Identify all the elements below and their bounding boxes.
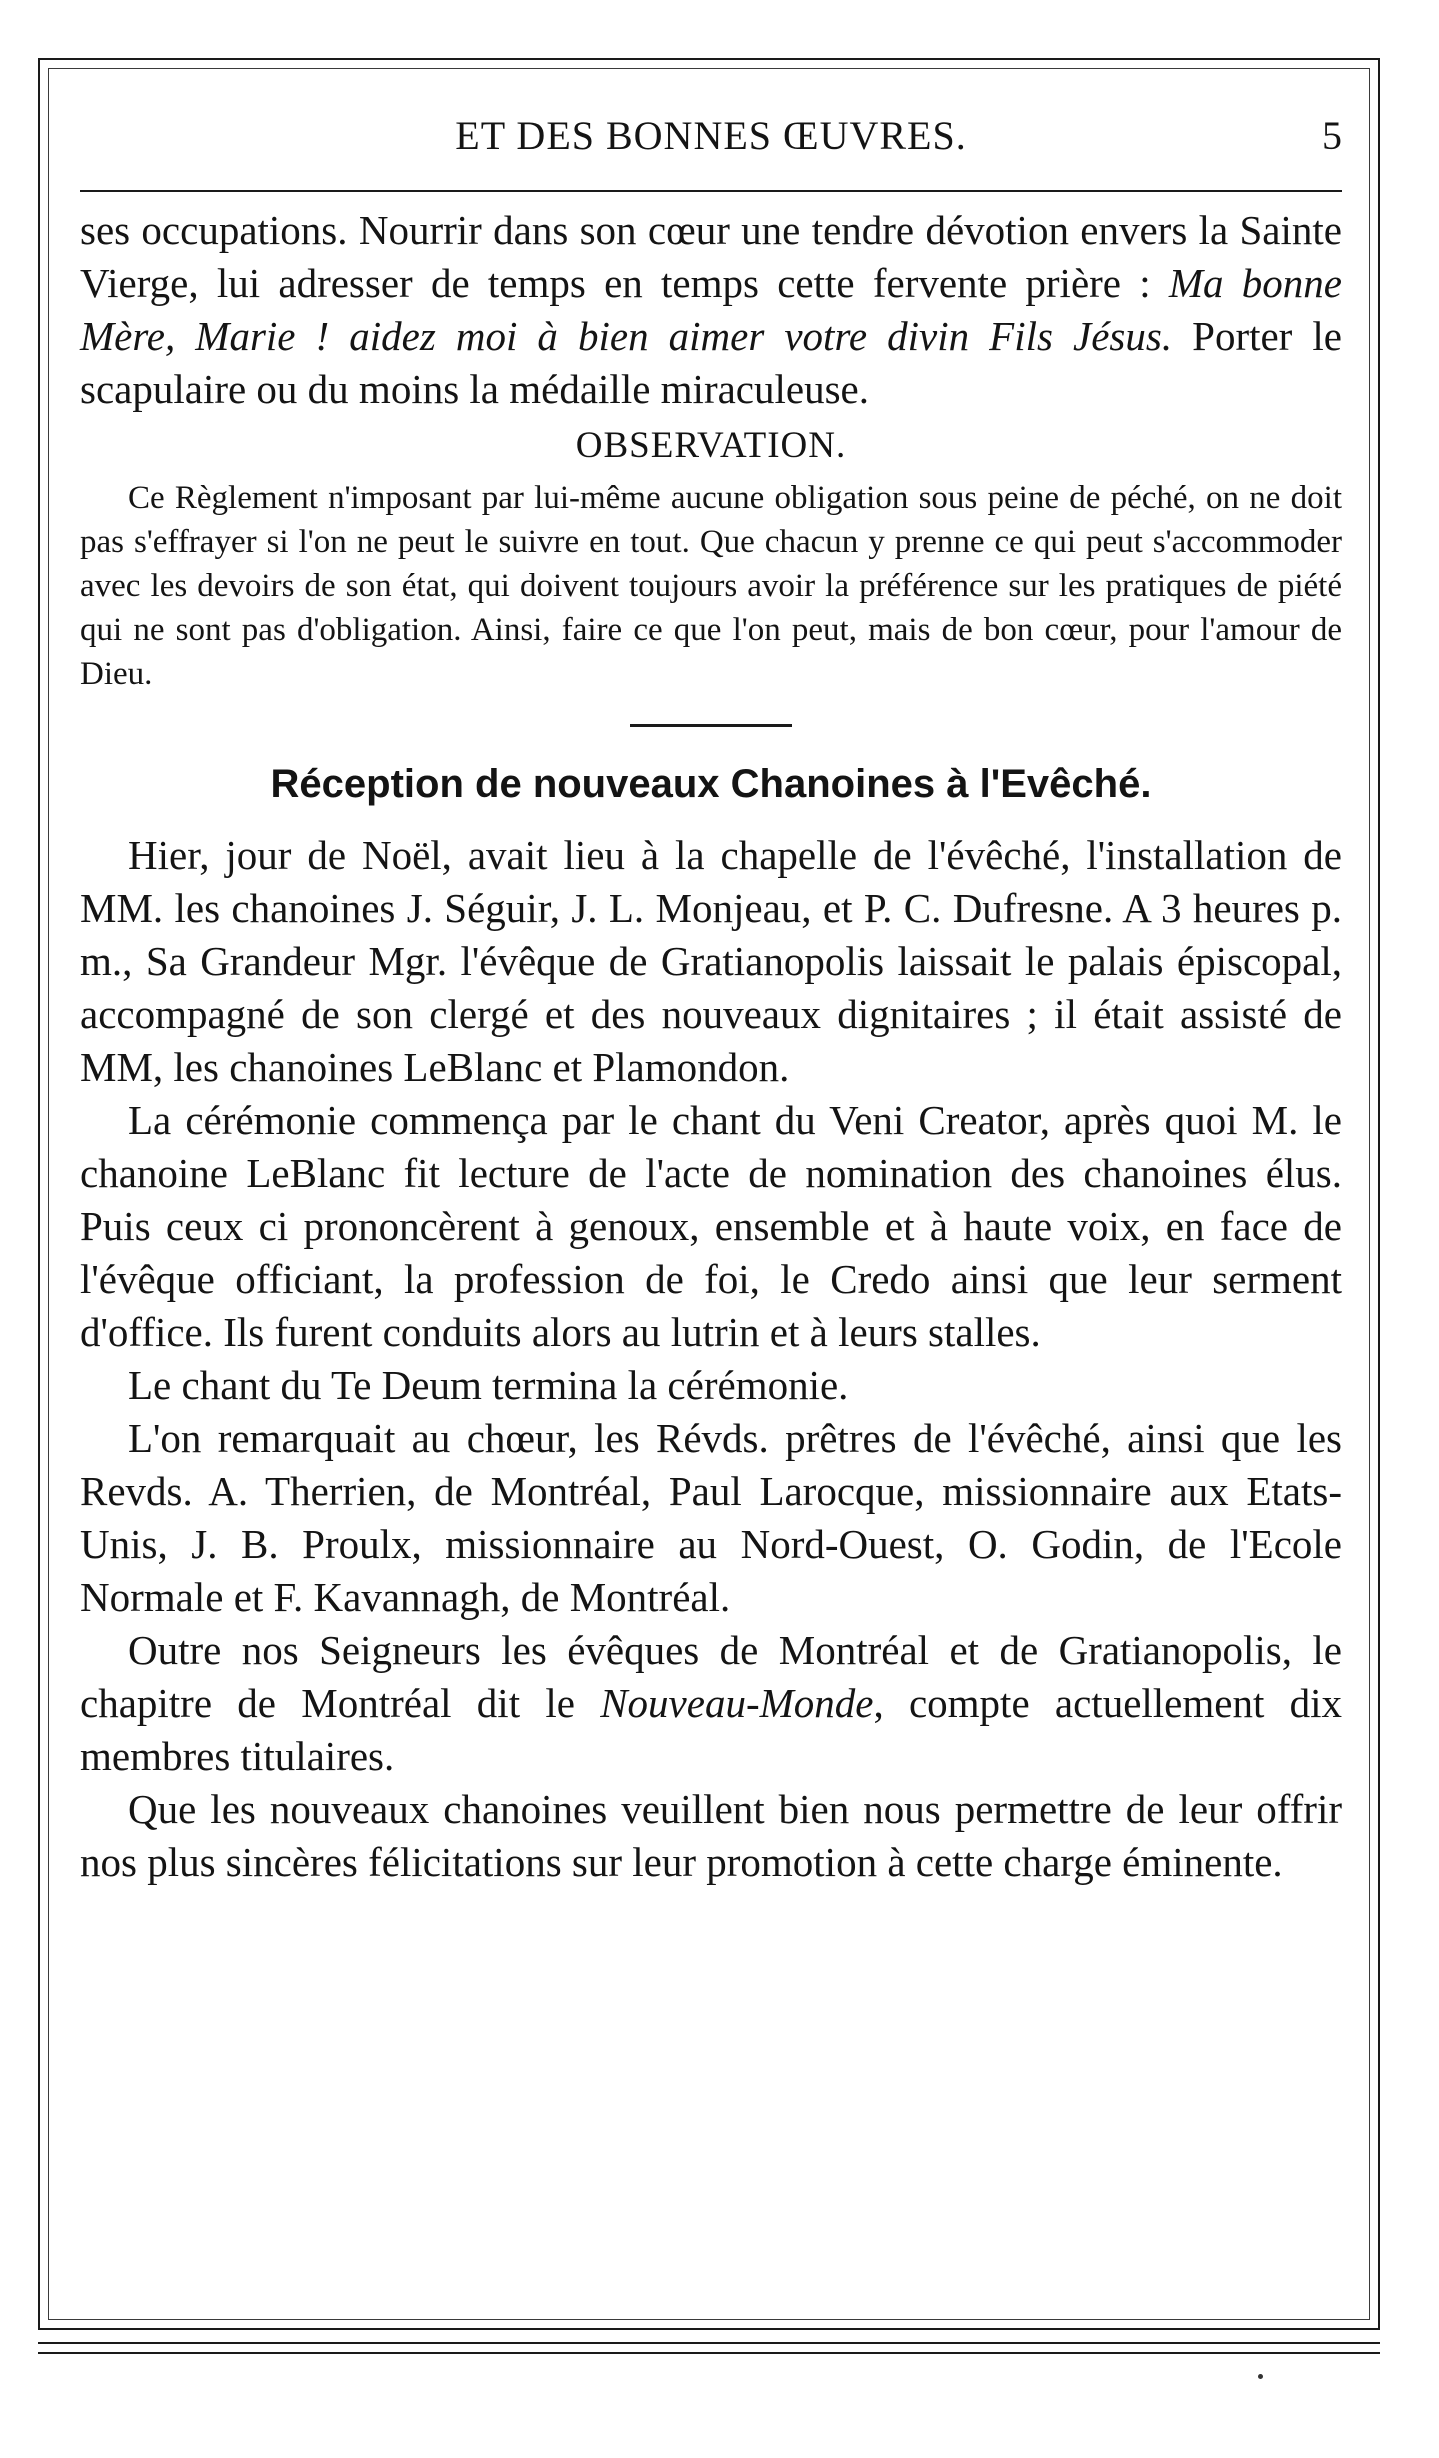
- paragraph-5-text: Outre nos Seigneurs les évêques de Montréal et de Gratianopolis, le chapitre de Montréal dit le: [80, 1627, 1342, 1726]
- running-title: ET DES BONNES ŒUVRES.: [455, 113, 967, 158]
- article-paragraph-1: Hier, jour de Noël, avait lieu à la chapelle de l'évêché, l'installation de MM. les chanoines J. Séguir, J. L. Monjeau, et P. C. Dufresne. A 3 heures p. m., Sa Grandeur Mgr. l'évêque de Gratianopolis laissait le palais épiscopal, accompagné de son clergé et des nouveaux dignitaires ; il était assisté de MM, les chanoines LeBlanc et Plamondon.: [80, 832, 1342, 1090]
- article-paragraph-4: L'on remarquait au chœur, les Révds. prêtres de l'évêché, ainsi que les Revds. A. Therrien, de Montréal, Paul Larocque, missionnaire aux Etats-Unis, J. B. Proulx, missionnaire au Nord-Ouest, O. Godin, de l'Ecole Normale et F. Kavannagh, de Montréal.: [80, 1415, 1342, 1620]
- paragraph-text: ses occupations. Nourrir dans son cœur une tendre dévotion envers la Sainte Vierge, lui adresser de temps en temps cette fervente prière :: [80, 207, 1342, 306]
- paragraph-5-text-end: , compte actuellement dix membres titulaires.: [80, 1680, 1343, 1779]
- page-number: 5: [1322, 113, 1342, 158]
- page-body: [80, 204, 1342, 1889]
- article-paragraph-6: Que les nouveaux chanoines veuillent bien nous permettre de leur offrir nos plus sincères félicitations sur leur promotion à cette charge éminente.: [80, 1786, 1342, 1885]
- header-rule: [80, 190, 1342, 192]
- observation-text: Ce Règlement n'imposant par lui-même aucune obligation sous peine de péché, on ne doit pas s'effrayer si l'on ne peut le suivre en tout. Que chacun y prenne ce qui peut s'accommoder avec les devoirs de son état, qui doivent toujours avoir la préférence sur les pratiques de piété qui ne sont pas d'obligation. Ainsi, faire ce que l'on peut, mais de bon cœur, pour l'amour de Dieu.: [80, 480, 1342, 692]
- bottom-rule-2: [38, 2352, 1380, 2354]
- bottom-rule-1: [38, 2342, 1380, 2344]
- article-paragraph-2: La cérémonie commença par le chant du Veni Creator, après quoi M. le chanoine LeBlanc fit lecture de l'acte de nomination des chanoines élus. Puis ceux ci prononcèrent à genoux, ensemble et à haute voix, en face de l'évêque officiant, la profession de foi, le Credo ainsi que leur serment d'office. Ils furent conduits alors au lutrin et à leurs stalles.: [80, 1097, 1342, 1355]
- page-header: [80, 108, 1342, 164]
- continued-paragraph: [80, 204, 1342, 416]
- article-paragraph-3: Le chant du Te Deum termina la cérémonie.: [128, 1362, 849, 1408]
- prayer-italic: Ma bonne Mère, Marie ! aidez moi à bien aimer votre divin Fils Jésus.: [80, 260, 1342, 359]
- section-divider: [630, 724, 792, 727]
- article-heading: Réception de nouveaux Chanoines à l'Evêché.: [270, 762, 1152, 806]
- ink-speck: [1258, 2374, 1263, 2379]
- article-paragraph-5: [80, 1624, 1342, 1783]
- newspaper-title-italic: Nouveau-Monde: [600, 1680, 874, 1726]
- paragraph-text-end: Porter le scapulaire ou du moins la médaille miraculeuse.: [80, 313, 1342, 412]
- observation-title: OBSERVATION.: [575, 425, 847, 466]
